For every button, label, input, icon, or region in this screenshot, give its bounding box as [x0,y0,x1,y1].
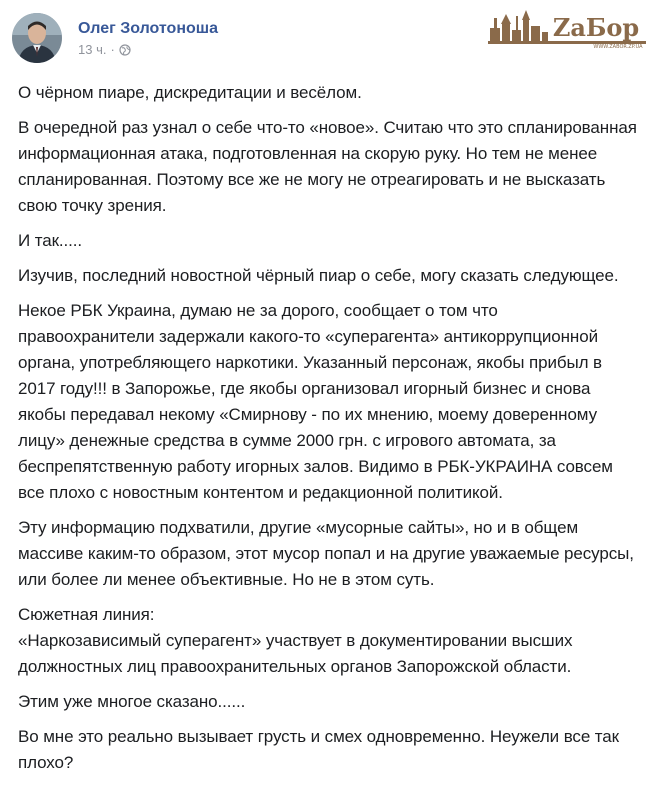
post-paragraph: Этим уже многое сказано...... [18,692,246,711]
watermark-site: WWW.ZABOR.ZP.UA [593,44,643,50]
post-timestamp[interactable]: 13 ч. [78,41,107,57]
avatar[interactable] [12,13,62,63]
watermark-logo-text: ZaБор [552,13,640,42]
post-paragraph: Эту информацию подхватили, другие «мусорные сайты», но и в общем массиве каким-то образом, этот мусор попал и на другие уважаемые ресурсы, или более ли менее объективные. Но не в этом суть. [18,518,634,589]
globe-icon[interactable] [119,44,131,56]
post-paragraph: Сюжетная линия: «Наркозависимый суперагент» участвует в документировании высших должностных лиц правоохранительных органов Запорожской области. [18,605,573,676]
meta-separator: · [110,41,115,57]
author-name[interactable]: Олег Золотоноша [78,19,218,37]
post-paragraph: О чёрном пиаре, дискредитации и весёлом. [18,83,362,102]
post-body [18,80,638,785]
post-paragraph: И так..... [18,231,83,250]
post-header [12,12,218,64]
post-paragraph: Изучив, последний новостной чёрный пиар о себе, могу сказать следующее. [18,266,619,285]
post-paragraph: Некое РБК Украина, думаю не за дорого, сообщает о том что правоохранители задержали какого-то «суперагента» антикоррупционной органа, употребляющего наркотики. Указанный персонаж, якобы прибыл в 2017 году!!! в Запорожье, где якобы организовал игорный бизнес и снова якобы передавал некому «Смирнову - по их мнению, моему доверенному лицу» денежные средства в сумме 2000 грн. с игрового автомата, за беспрепятственную работу игорных залов. Видимо в РБК-УКРАИНА совсем все плохо с новостным контентом и редакционной политикой. [18,301,613,502]
post-meta [78,19,218,58]
post-paragraph: В очередной раз узнал о себе что-то «новое». Считаю что это спланированная информационная атака, подготовленная на скорую руку. Но тем не менее спланированная. Поэтому все же не могу не отреагировать и не высказать свою точку зрения. [18,118,637,215]
post-paragraph: Во мне это реально вызывает грусть и смех одновременно. Неужели все так плохо? [18,727,619,772]
post-meta-line [78,42,218,58]
watermark-logo [486,4,648,50]
avatar-image [12,13,62,63]
